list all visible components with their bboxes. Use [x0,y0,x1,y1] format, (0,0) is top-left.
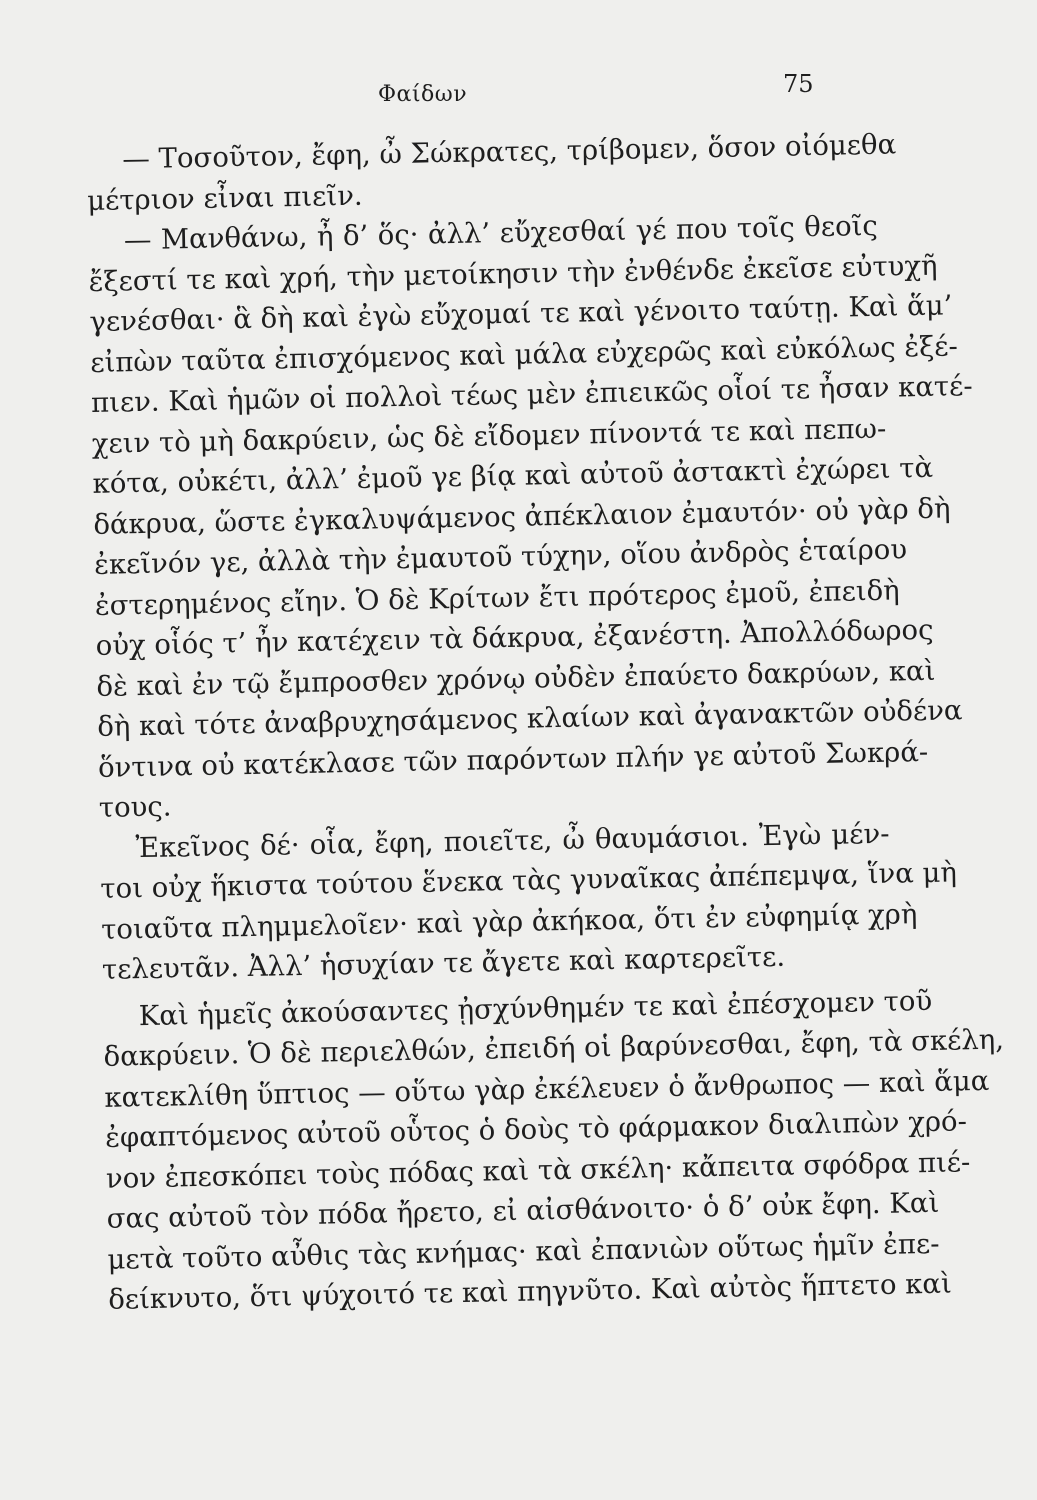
text-line: τελευτᾶν. Ἀλλ’ ἡσυχίαν τε ἄγετε καὶ καρτερεῖτε. [101,940,786,986]
text-line: τοιαῦτα πλημμελοῖεν· καὶ γὰρ ἀκήκοα, ὅτι ἐν εὐφημίᾳ χρὴ [100,897,918,946]
text-line: μέτριον εἶναι πιεῖν. [86,179,363,217]
text-line: δακρύειν. Ὁ δὲ περιελθών, ἐπειδή οἱ βαρύνεσθαι, ἔφη, τὰ σκέλη, [103,1023,1005,1073]
text-line: εἰπὼν ταῦτα ἐπισχόμενος καὶ μάλα εὐχερῶς καὶ εὐκόλως ἐξέ- [89,329,959,379]
text-line: πιεν. Καὶ ἡμῶν οἱ πολλοὶ τέως μὲν ἐπιεικῶς οἷοί τε ἦσαν κατέ- [90,370,973,419]
text-line: δάκρυα, ὥστε ἐγκαλυψάμενος ἀπέκλαιον ἐμαυτόν· οὐ γὰρ δὴ [93,491,951,541]
text-line: τους. [98,790,172,824]
text-line: δὲ καὶ ἐν τῷ ἔμπροσθεν χρόνῳ οὐδὲν ἐπαύετο δακρύων, καὶ [96,654,936,703]
text-line: δὴ καὶ τότε ἀναβρυχησάμενος κλαίων καὶ ἀγανακτῶν οὐδένα [96,694,963,743]
text-line: — Τοσοῦτον, ἔφη, ὦ Σώκρατες, τρίβομεν, ὅσον οἰόμεθα [122,128,897,176]
text-line: γενέσθαι· ἃ δὴ καὶ ἐγὼ εὔχομαί τε καὶ γένοιτο ταύτῃ. Καὶ ἅμ’ [89,289,953,338]
text-line: δείκνυτο, ὅτι ψύχοιτό τε καὶ πηγνῦτο. Καὶ αὐτὸς ἥπτετο καὶ [107,1267,953,1316]
running-title: Φαίδων [378,82,468,107]
text-line: ἔξεστί τε καὶ χρή, τὴν μετοίκησιν τὴν ἐνθένδε ἐκεῖσε εὐτυχῆ [88,249,938,298]
text-line: Καὶ ἡμεῖς ἀκούσαντες ᾐσχύνθημέν τε καὶ ἐπέσχομεν τοῦ [138,984,933,1032]
text-line: χειν τὸ μὴ δακρύειν, ὡς δὲ εἴδομεν πίνοντά τε καὶ πεπω- [91,412,887,460]
text-line: ἐκεῖνόν γε, ἀλλὰ τὴν ἐμαυτοῦ τύχην, οἵου ἀνδρὸς ἑταίρου [93,533,908,581]
text-line: οὐχ οἷός τ’ ἦν κατέχειν τὰ δάκρυα, ἐξανέστη. Ἀπολλόδωρος [95,613,934,662]
text-line: κατεκλίθη ὕπτιος — οὕτω γὰρ ἐκέλευεν ὁ ἄνθρωπος — καὶ ἅμα [104,1064,990,1114]
text-line: κότα, οὐκέτι, ἀλλ’ ἐμοῦ γε βίᾳ καὶ αὐτοῦ ἀστακτὶ ἐχώρει τὰ [92,451,934,500]
body-text [86,125,1005,1320]
text-line: σας αὐτοῦ τὸν πόδα ἤρετο, εἰ αἰσθάνοιτο· ὁ δ’ οὐκ ἔφη. Καὶ [106,1186,940,1235]
page-number: 75 [783,70,814,98]
text-line: ἐστερημένος εἴην. Ὁ δὲ Κρίτων ἔτι πρότερος ἐμοῦ, ἐπειδὴ [94,573,900,622]
text-line: νον ἐπεσκόπει τοὺς πόδας καὶ τὰ σκέλη· κἄπειτα σφόδρα πιέ- [105,1145,971,1195]
text-line: ἐφαπτόμενος αὐτοῦ οὗτος ὁ δοὺς τὸ φάρμακον διαλιπὼν χρό- [104,1105,968,1154]
text-line: Ἐκεῖνος δέ· οἷα, ἔφη, ποιεῖτε, ὦ θαυμάσιοι. Ἐγὼ μέν- [135,817,890,864]
text-line: τοι οὐχ ἥκιστα τούτου ἕνεκα τὰς γυναῖκας ἀπέπεμψα, ἵνα μὴ [100,856,958,905]
text-line: — Μανθάνω, ἦ δ’ ὅς· ἀλλ’ εὔχεσθαί γέ που τοῖς θεοῖς [123,209,879,257]
text-line: ὅντινα οὐ κατέκλασε τῶν παρόντων πλήν γε αὐτοῦ Σωκρά- [97,735,929,784]
text-line: μετὰ τοῦτο αὖθις τὰς κνήμας· καὶ ἐπανιὼν οὕτως ἡμῖν ἐπε- [107,1227,940,1276]
